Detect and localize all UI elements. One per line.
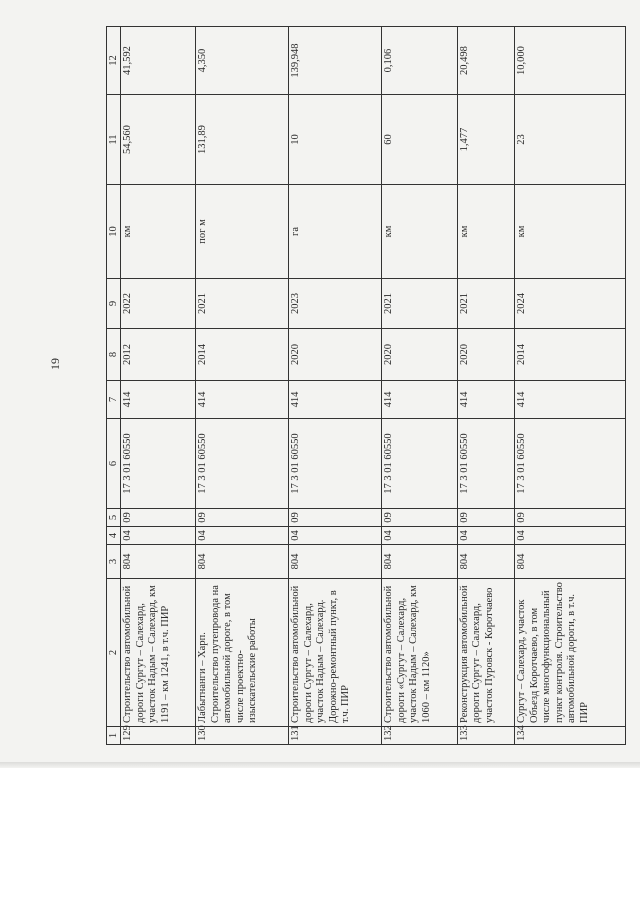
capacity: 1,477: [457, 95, 515, 185]
row-number: 129: [121, 727, 196, 745]
object-name: Строительство автомобильной дороги Сургут – Салехард, участок Надым – Салехард. Дорожно-ремонтный пункт, в т.ч. ПИР: [289, 579, 382, 727]
row-number: 134: [515, 727, 626, 745]
table-row: [121, 27, 196, 745]
subsection-code: 09: [457, 509, 515, 527]
capacity: 54,560: [121, 95, 196, 185]
amount: 4,350: [196, 27, 289, 95]
unit: км: [121, 185, 196, 279]
row-number: 131: [289, 727, 382, 745]
row-number: 133: [457, 727, 515, 745]
object-name: Строительство автомобильной дороги «Сургут – Салехард, участок Надым – Салехард, км 1060 – км 1120»: [382, 579, 457, 727]
object-name: Строительство автомобильной дороги Сургут – Салехард, участок Надым – Салехард, км 1191 – км 1241, в т.ч. ПИР: [121, 579, 196, 727]
amount: 10,000: [515, 27, 626, 95]
table-row: [515, 27, 626, 745]
expense-type: 414: [289, 381, 382, 419]
unit: км: [457, 185, 515, 279]
ministry-code: 804: [121, 545, 196, 579]
end-year: 2024: [515, 279, 626, 329]
section-code: 04: [121, 527, 196, 545]
start-year: 2020: [289, 329, 382, 381]
amount: 41,592: [121, 27, 196, 95]
unit: км: [515, 185, 626, 279]
subsection-code: 09: [121, 509, 196, 527]
rotated-table-container: [106, 27, 626, 745]
subsection-code: 09: [515, 509, 626, 527]
target-article: 17 3 01 60550: [515, 419, 626, 509]
target-article: 17 3 01 60550: [382, 419, 457, 509]
table-row: [457, 27, 515, 745]
unit: км: [382, 185, 457, 279]
expense-type: 414: [457, 381, 515, 419]
capacity: 131,89: [196, 95, 289, 185]
start-year: 2020: [382, 329, 457, 381]
ministry-code: 804: [196, 545, 289, 579]
section-code: 04: [196, 527, 289, 545]
col-header-2: 2: [107, 579, 121, 727]
table-header-row: [107, 27, 121, 745]
object-name: Лабытнанги – Харп. Строительство путепровода на автомобильной дороге, в том числе проектно-изыскательские работы: [196, 579, 289, 727]
scan-edge: [0, 762, 640, 768]
section-code: 04: [457, 527, 515, 545]
ministry-code: 804: [382, 545, 457, 579]
start-year: 2014: [196, 329, 289, 381]
end-year: 2023: [289, 279, 382, 329]
ministry-code: 804: [289, 545, 382, 579]
capacity: 10: [289, 95, 382, 185]
data-table: [106, 26, 626, 745]
subsection-code: 09: [196, 509, 289, 527]
object-name: Реконструкция автомобильной дороги Сургут – Салехард, участок Пуровск - Коротчаево: [457, 579, 515, 727]
col-header-6: 6: [107, 419, 121, 509]
amount: 139,948: [289, 27, 382, 95]
col-header-3: 3: [107, 545, 121, 579]
start-year: 2020: [457, 329, 515, 381]
row-number: 130: [196, 727, 289, 745]
capacity: 60: [382, 95, 457, 185]
row-number: 132: [382, 727, 457, 745]
start-year: 2014: [515, 329, 626, 381]
ministry-code: 804: [515, 545, 626, 579]
object-name: Сургут – Салехард, участок Объезд Коротчаево, в том числе многофункциональный пункт контроля. Строительство автомобильной дороги, в т.ч. ПИР: [515, 579, 626, 727]
start-year: 2012: [121, 329, 196, 381]
table-row: [196, 27, 289, 745]
col-header-1: 1: [107, 727, 121, 745]
end-year: 2021: [457, 279, 515, 329]
unit: пог м: [196, 185, 289, 279]
col-header-10: 10: [107, 185, 121, 279]
expense-type: 414: [382, 381, 457, 419]
col-header-7: 7: [107, 381, 121, 419]
subsection-code: 09: [289, 509, 382, 527]
table-row: [289, 27, 382, 745]
amount: 20,498: [457, 27, 515, 95]
target-article: 17 3 01 60550: [196, 419, 289, 509]
target-article: 17 3 01 60550: [121, 419, 196, 509]
table-row: [382, 27, 457, 745]
col-header-8: 8: [107, 329, 121, 381]
section-code: 04: [382, 527, 457, 545]
col-header-11: 11: [107, 95, 121, 185]
end-year: 2022: [121, 279, 196, 329]
capacity: 23: [515, 95, 626, 185]
subsection-code: 09: [382, 509, 457, 527]
col-header-5: 5: [107, 509, 121, 527]
col-header-4: 4: [107, 527, 121, 545]
expense-type: 414: [515, 381, 626, 419]
amount: 0,106: [382, 27, 457, 95]
end-year: 2021: [196, 279, 289, 329]
unit: га: [289, 185, 382, 279]
target-article: 17 3 01 60550: [457, 419, 515, 509]
page-number: 19: [48, 358, 62, 370]
end-year: 2021: [382, 279, 457, 329]
expense-type: 414: [121, 381, 196, 419]
target-article: 17 3 01 60550: [289, 419, 382, 509]
ministry-code: 804: [457, 545, 515, 579]
col-header-9: 9: [107, 279, 121, 329]
section-code: 04: [289, 527, 382, 545]
section-code: 04: [515, 527, 626, 545]
col-header-12: 12: [107, 27, 121, 95]
expense-type: 414: [196, 381, 289, 419]
